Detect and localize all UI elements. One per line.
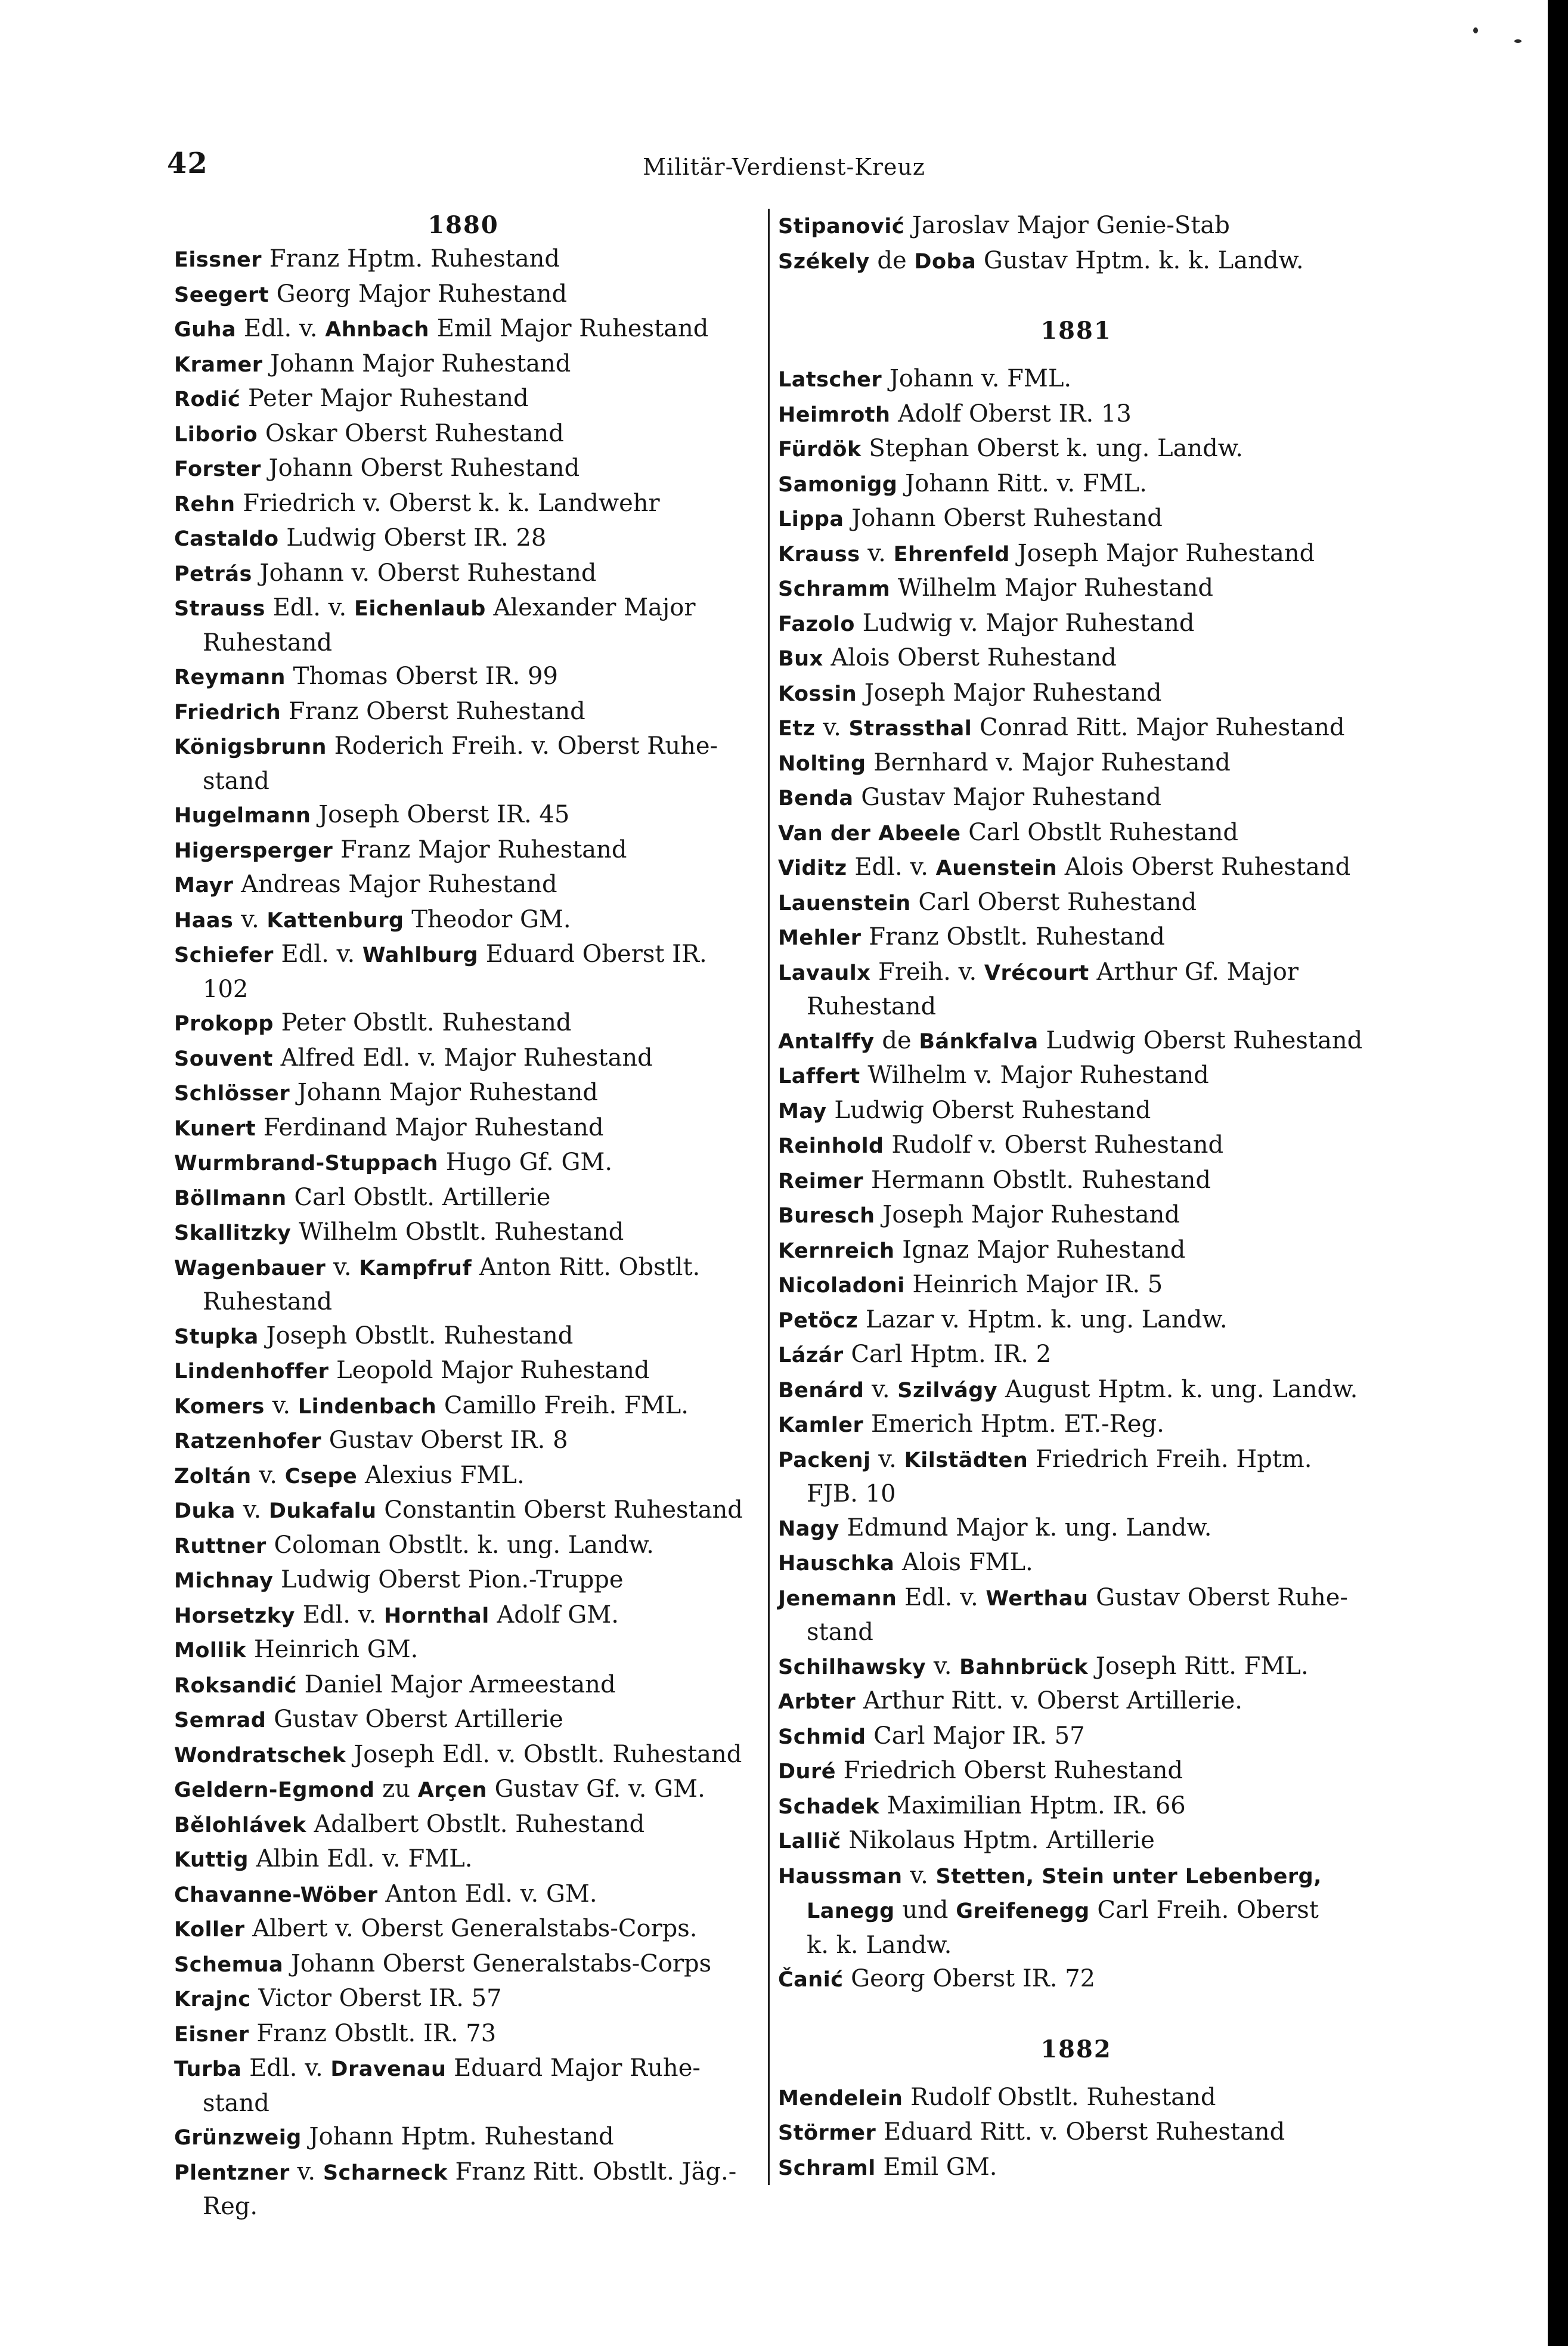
list-entry: Schlösser Johann Major Ruhestand — [174, 1079, 599, 1106]
list-entry: Nagy Edmund Major k. ung. Landw. — [778, 1514, 1212, 1542]
list-entry: Königsbrunn Roderich Freih. v. Oberst Ruhe- stand — [174, 732, 718, 795]
list-entry: Guha Edl. v. Ahnbach Emil Major Ruhestand — [174, 315, 709, 342]
list-entry: Eisner Franz Obstlt. IR. 73 — [174, 2019, 497, 2047]
list-entry: Petöcz Lazar v. Hptm. k. ung. Landw. — [778, 1305, 1228, 1333]
list-entry: Eissner Franz Hptm. Ruhestand — [174, 245, 560, 273]
entry-surname: Rodić — [174, 388, 241, 411]
list-entry: Wondratschek Joseph Edl. v. Obstlt. Ruhestand — [174, 1740, 742, 1768]
entry-surname: Heimroth — [778, 403, 891, 427]
list-entry: Rehn Friedrich v. Oberst k. k. Landwehr — [174, 489, 660, 517]
list-entry: Lauenstein Carl Oberst Ruhestand — [778, 888, 1197, 916]
entry-surname: Guha — [174, 318, 237, 342]
list-entry: Reymann Thomas Oberst IR. 99 — [174, 663, 558, 690]
entry-surname: Schlösser — [174, 1082, 290, 1106]
list-entry: Székely de Doba Gustav Hptm. k. k. Landw. — [778, 246, 1304, 274]
list-entry: Latscher Johann v. FML. — [778, 365, 1072, 392]
list-entry: Van der Abeele Carl Obstlt Ruhestand — [778, 818, 1238, 846]
list-entry: Liborio Oskar Oberst Ruhestand — [174, 419, 564, 447]
year-heading: 1880 — [427, 211, 499, 239]
list-entry: Mendelein Rudolf Obstlt. Ruhestand — [778, 2083, 1216, 2111]
list-entry: Packenj v. Kilstädten Friedrich Freih. Hptm. FJB. 10 — [778, 1445, 1312, 1508]
list-entry: Souvent Alfred Edl. v. Major Ruhestand — [174, 1044, 653, 1072]
list-entry: Grünzweig Johann Hptm. Ruhestand — [174, 2123, 614, 2150]
list-entry: Ratzenhofer Gustav Oberst IR. 8 — [174, 1426, 568, 1454]
scan-page-edge — [1548, 0, 1568, 2346]
list-entry: Nolting Bernhard v. Major Ruhestand — [778, 748, 1231, 776]
entry-surname: Čanić — [778, 1968, 844, 1992]
entry-surname: Jenemann — [778, 1586, 897, 1611]
list-entry: Bělohlávek Adalbert Obstlt. Ruhestand — [174, 1810, 645, 1838]
list-entry: Skallitzky Wilhelm Obstlt. Ruhestand — [174, 1218, 624, 1246]
entry-surname: Antalffy — [778, 1029, 875, 1054]
list-entry: Reimer Hermann Obstlt. Ruhestand — [778, 1166, 1211, 1194]
entry-surname: Strauss — [174, 597, 265, 621]
list-entry: Lippa Johann Oberst Ruhestand — [778, 505, 1163, 532]
list-entry: Kramer Johann Major Ruhestand — [174, 349, 571, 377]
list-entry: Hugelmann Joseph Oberst IR. 45 — [174, 801, 570, 828]
entry-surname: Souvent — [174, 1047, 273, 1071]
entry-surname: Mehler — [778, 926, 862, 950]
entry-surname: Schmid — [778, 1725, 866, 1749]
list-entry: Semrad Gustav Oberst Artillerie — [174, 1706, 563, 1733]
entry-surname: Lindenhoffer — [174, 1360, 329, 1384]
list-entry: Heimroth Adolf Oberst IR. 13 — [778, 400, 1132, 428]
entry-surname: Liborio — [174, 422, 258, 447]
list-entry: Friedrich Franz Oberst Ruhestand — [174, 697, 585, 725]
list-entry: Haussman v. Stetten, Stein unter Lebenberg, Lanegg und Greifenegg Carl Freih. Oberst k. k. Landw. — [778, 1861, 1322, 1959]
list-entry: Kuttig Albin Edl. v. FML. — [174, 1845, 473, 1873]
list-entry: Lázár Carl Hptm. IR. 2 — [778, 1341, 1052, 1368]
list-entry: Seegert Georg Major Ruhestand — [174, 280, 568, 308]
entry-surname: Benda — [778, 787, 854, 810]
entry-surname: Lázár — [778, 1344, 844, 1367]
entry-surname: Michnay — [174, 1569, 274, 1593]
entry-surname: Arbter — [778, 1690, 856, 1714]
entry-surname: Eissner — [174, 248, 262, 272]
entry-surname: Etz — [778, 717, 816, 741]
entry-surname: Reymann — [174, 666, 286, 689]
list-entry: Krajnc Victor Oberst IR. 57 — [174, 1985, 502, 2012]
entry-surname: Schemua — [174, 1952, 284, 1977]
list-entry: Bux Alois Oberst Ruhestand — [778, 644, 1117, 671]
list-entry: Duka v. Dukafalu Constantin Oberst Ruhestand — [174, 1496, 743, 1524]
entry-surname: Lallič — [778, 1830, 841, 1853]
entry-surname: Roksandić — [174, 1673, 297, 1698]
entry-surname: Wondratschek — [174, 1743, 346, 1768]
entry-surname: Königsbrunn — [174, 735, 327, 759]
entry-surname: Störmer — [778, 2121, 876, 2145]
entry-surname: Laffert — [778, 1064, 860, 1088]
list-entry: Antalffy de Bánkfalva Ludwig Oberst Ruhestand — [778, 1026, 1363, 1054]
list-entry: Stupka Joseph Obstlt. Ruhestand — [174, 1321, 574, 1350]
entry-surname: Komers — [174, 1394, 265, 1419]
entry-surname: Chavanne-Wöber — [174, 1883, 378, 1907]
entry-surname: Böllmann — [174, 1186, 287, 1211]
entry-surname: Samonigg — [778, 472, 898, 497]
list-entry: Buresch Joseph Major Ruhestand — [778, 1201, 1180, 1228]
list-entry: Prokopp Peter Obstlt. Ruhestand — [174, 1009, 572, 1036]
entry-surname: Kramer — [174, 352, 263, 377]
list-entry: Wurmbrand-Stuppach Hugo Gf. GM. — [174, 1149, 613, 1176]
entry-surname: Skallitzky — [174, 1221, 292, 1245]
entry-surname: Buresch — [778, 1204, 875, 1228]
entry-surname: Kernreich — [778, 1239, 895, 1263]
entry-surname: Petrás — [174, 562, 252, 586]
entry-surname: Schraml — [778, 2156, 876, 2180]
entry-surname: Mendelein — [778, 2086, 903, 2110]
entry-surname: Higersperger — [174, 838, 333, 863]
list-entry: Benárd v. Szilvágy August Hptm. k. ung. Landw. — [778, 1375, 1358, 1403]
entry-surname: Horsetzky — [174, 1604, 295, 1628]
entry-surname: Schadek — [778, 1794, 880, 1819]
entry-surname: Kuttig — [174, 1848, 249, 1872]
list-entry: Duré Friedrich Oberst Ruhestand — [778, 1757, 1183, 1784]
list-entry: Schiefer Edl. v. Wahlburg Eduard Oberst IR. 102 — [174, 940, 707, 1003]
entry-surname: Geldern-Egmond — [174, 1778, 375, 1802]
left-column — [174, 209, 752, 2224]
entry-surname: Kamler — [778, 1413, 864, 1437]
list-entry: Schraml Emil GM. — [778, 2153, 997, 2181]
list-entry: Krauss v. Ehrenfeld Joseph Major Ruhestand — [778, 539, 1315, 567]
list-entry: May Ludwig Oberst Ruhestand — [778, 1096, 1151, 1124]
list-entry: Samonigg Johann Ritt. v. FML. — [778, 469, 1147, 497]
entry-surname: Schiefer — [174, 943, 274, 967]
running-head: Militär-Verdienst-Kreuz — [643, 154, 925, 180]
list-entry: Hauschka Alois FML. — [778, 1549, 1033, 1576]
list-entry: Lavaulx Freih. v. Vrécourt Arthur Gf. Major Ruhestand — [778, 958, 1299, 1020]
entry-surname: Mayr — [174, 874, 234, 897]
list-entry: Plentzner v. Scharneck Franz Ritt. Obstlt. Jäg.- Reg. — [174, 2158, 737, 2220]
entry-surname: Fürdök — [778, 438, 862, 462]
entry-surname: Krajnc — [174, 1988, 251, 2011]
entry-surname: Eisner — [174, 2022, 249, 2047]
entry-surname: Bux — [778, 647, 823, 671]
entry-surname: Nicoladoni — [778, 1274, 905, 1298]
entry-surname: Fazolo — [778, 612, 855, 636]
entry-surname: Benárd — [778, 1378, 864, 1403]
entry-surname: Friedrich — [174, 700, 281, 725]
entry-surname: Seegert — [174, 283, 269, 307]
entry-surname: Reinhold — [778, 1134, 884, 1158]
list-entry: Schadek Maximilian Hptm. IR. 66 — [778, 1791, 1186, 1819]
entry-surname: Turba — [174, 2057, 242, 2081]
list-entry: Nicoladoni Heinrich Major IR. 5 — [778, 1271, 1163, 1298]
entry-surname: Kossin — [778, 682, 857, 706]
year-heading: 1881 — [1040, 317, 1112, 345]
list-entry: Lindenhoffer Leopold Major Ruhestand — [174, 1357, 650, 1384]
list-entry: Lallič Nikolaus Hptm. Artillerie — [778, 1827, 1155, 1854]
list-entry: Haas v. Kattenburg Theodor GM. — [174, 905, 571, 933]
entry-surname: Semrad — [174, 1709, 267, 1732]
entry-surname: Stupka — [174, 1324, 259, 1349]
list-entry: Turba Edl. v. Dravenau Eduard Major Ruhe- stand — [174, 2054, 701, 2117]
entry-surname: Nagy — [778, 1516, 839, 1541]
list-entry: Koller Albert v. Oberst Generalstabs-Corps. — [174, 1915, 698, 1942]
entry-surname: Viditz — [778, 856, 847, 880]
list-entry: Forster Johann Oberst Ruhestand — [174, 454, 580, 482]
list-entry: Čanić Georg Oberst IR. 72 — [778, 1965, 1096, 1992]
entry-surname: Bělohlávek — [174, 1813, 306, 1837]
list-entry: Schramm Wilhelm Major Ruhestand — [778, 574, 1214, 602]
entry-surname: Castaldo — [174, 527, 279, 551]
entry-surname: Koller — [174, 1918, 245, 1942]
list-entry: Komers v. Lindenbach Camillo Freih. FML. — [174, 1391, 689, 1419]
list-entry: Kamler Emerich Hptm. ET.-Reg. — [778, 1410, 1164, 1438]
list-entry: Strauss Edl. v. Eichenlaub Alexander Major Ruhestand — [174, 594, 696, 657]
entry-surname: Ratzenhofer — [174, 1429, 322, 1453]
entry-surname: Prokopp — [174, 1012, 274, 1036]
list-entry: Mollik Heinrich GM. — [174, 1636, 419, 1663]
year-heading: 1882 — [1040, 2035, 1112, 2063]
entry-surname: Ruttner — [174, 1534, 267, 1558]
entry-surname: Schramm — [778, 577, 891, 601]
list-entry: Higersperger Franz Major Ruhestand — [174, 835, 627, 863]
entry-surname: Haussman — [778, 1864, 903, 1889]
entry-surname: Lavaulx — [778, 961, 871, 985]
list-entry: Mayr Andreas Major Ruhestand — [174, 871, 557, 898]
list-entry: Stipanović Jaroslav Major Genie-Stab — [778, 212, 1230, 239]
entry-surname: Packenj — [778, 1448, 871, 1472]
entry-surname: Van der Abeele — [778, 821, 961, 846]
list-entry: Störmer Eduard Ritt. v. Oberst Ruhestand — [778, 2118, 1285, 2146]
entry-surname: Hauschka — [778, 1552, 895, 1576]
entry-surname: Hugelmann — [174, 804, 311, 828]
list-entry: Kunert Ferdinand Major Ruhestand — [174, 1113, 604, 1141]
list-entry: Viditz Edl. v. Auenstein Alois Oberst Ruhestand — [778, 853, 1351, 881]
entry-surname: Lippa — [778, 507, 844, 531]
entry-surname: Nolting — [778, 751, 866, 776]
entry-surname: Rehn — [174, 492, 235, 516]
entry-surname: Wurmbrand-Stuppach — [174, 1152, 438, 1175]
entry-surname: Duré — [778, 1760, 836, 1784]
entry-surname: Petöcz — [778, 1308, 859, 1333]
entry-surname: Haas — [174, 908, 234, 933]
list-entry: Schmid Carl Major IR. 57 — [778, 1722, 1085, 1750]
list-entry: Kossin Joseph Major Ruhestand — [778, 679, 1162, 707]
scan-speck — [1473, 27, 1478, 33]
list-entry: Kernreich Ignaz Major Ruhestand — [778, 1236, 1186, 1264]
entry-surname: Lauenstein — [778, 891, 911, 915]
list-entry: Reinhold Rudolf v. Oberst Ruhestand — [778, 1131, 1224, 1159]
list-entry: Castaldo Ludwig Oberst IR. 28 — [174, 524, 547, 552]
entry-surname: May — [778, 1099, 827, 1124]
list-entry: Arbter Arthur Ritt. v. Oberst Artillerie. — [778, 1687, 1243, 1714]
entry-surname: Latscher — [778, 368, 882, 392]
entry-surname: Székely — [778, 249, 870, 274]
entry-surname: Zoltán — [174, 1464, 252, 1488]
list-entry: Geldern-Egmond zu Arçen Gustav Gf. v. GM. — [174, 1775, 705, 1803]
list-entry: Benda Gustav Major Ruhestand — [778, 784, 1161, 811]
list-entry: Wagenbauer v. Kampfruf Anton Ritt. Obstlt. Ruhestand — [174, 1253, 701, 1316]
list-entry: Zoltán v. Csepe Alexius FML. — [174, 1461, 525, 1489]
list-entry: Mehler Franz Obstlt. Ruhestand — [778, 923, 1165, 951]
list-entry: Böllmann Carl Obstlt. Artillerie — [174, 1183, 551, 1211]
entry-surname: Plentzner — [174, 2161, 290, 2185]
list-entry: Laffert Wilhelm v. Major Ruhestand — [778, 1061, 1209, 1089]
list-entry: Roksandić Daniel Major Armeestand — [174, 1670, 616, 1698]
list-entry: Rodić Peter Major Ruhestand — [174, 385, 529, 412]
page-number: 42 — [167, 147, 208, 180]
list-entry: Ruttner Coloman Obstlt. k. ung. Landw. — [174, 1531, 654, 1559]
entry-surname: Duka — [174, 1499, 235, 1523]
entry-surname: Grünzweig — [174, 2126, 302, 2150]
scan-speck — [1514, 39, 1521, 43]
entry-surname: Kunert — [174, 1116, 256, 1141]
list-entry: Horsetzky Edl. v. Hornthal Adolf GM. — [174, 1601, 619, 1629]
list-entry: Etz v. Strassthal Conrad Ritt. Major Ruhestand — [778, 714, 1345, 741]
entry-surname: Forster — [174, 457, 261, 481]
entry-surname: Stipanović — [778, 215, 905, 239]
list-entry: Schilhawsky v. Bahnbrück Joseph Ritt. FML. — [778, 1652, 1309, 1680]
list-entry: Fürdök Stephan Oberst k. ung. Landw. — [778, 435, 1243, 462]
list-entry: Fazolo Ludwig v. Major Ruhestand — [778, 609, 1195, 637]
list-entry: Schemua Johann Oberst Generalstabs-Corps — [174, 1949, 712, 1977]
right-column — [768, 209, 1374, 2185]
entry-surname: Wagenbauer — [174, 1256, 326, 1280]
list-entry: Chavanne-Wöber Anton Edl. v. GM. — [174, 1880, 597, 1908]
list-entry: Petrás Johann v. Oberst Ruhestand — [174, 559, 597, 587]
entry-surname: Reimer — [778, 1169, 864, 1193]
entry-surname: Schilhawsky — [778, 1655, 926, 1679]
entry-surname: Mollik — [174, 1639, 247, 1663]
entry-surname: Krauss — [778, 542, 860, 567]
list-entry: Michnay Ludwig Oberst Pion.-Truppe — [174, 1566, 624, 1593]
list-entry: Jenemann Edl. v. Werthau Gustav Oberst Ruhe- stand — [778, 1583, 1348, 1646]
